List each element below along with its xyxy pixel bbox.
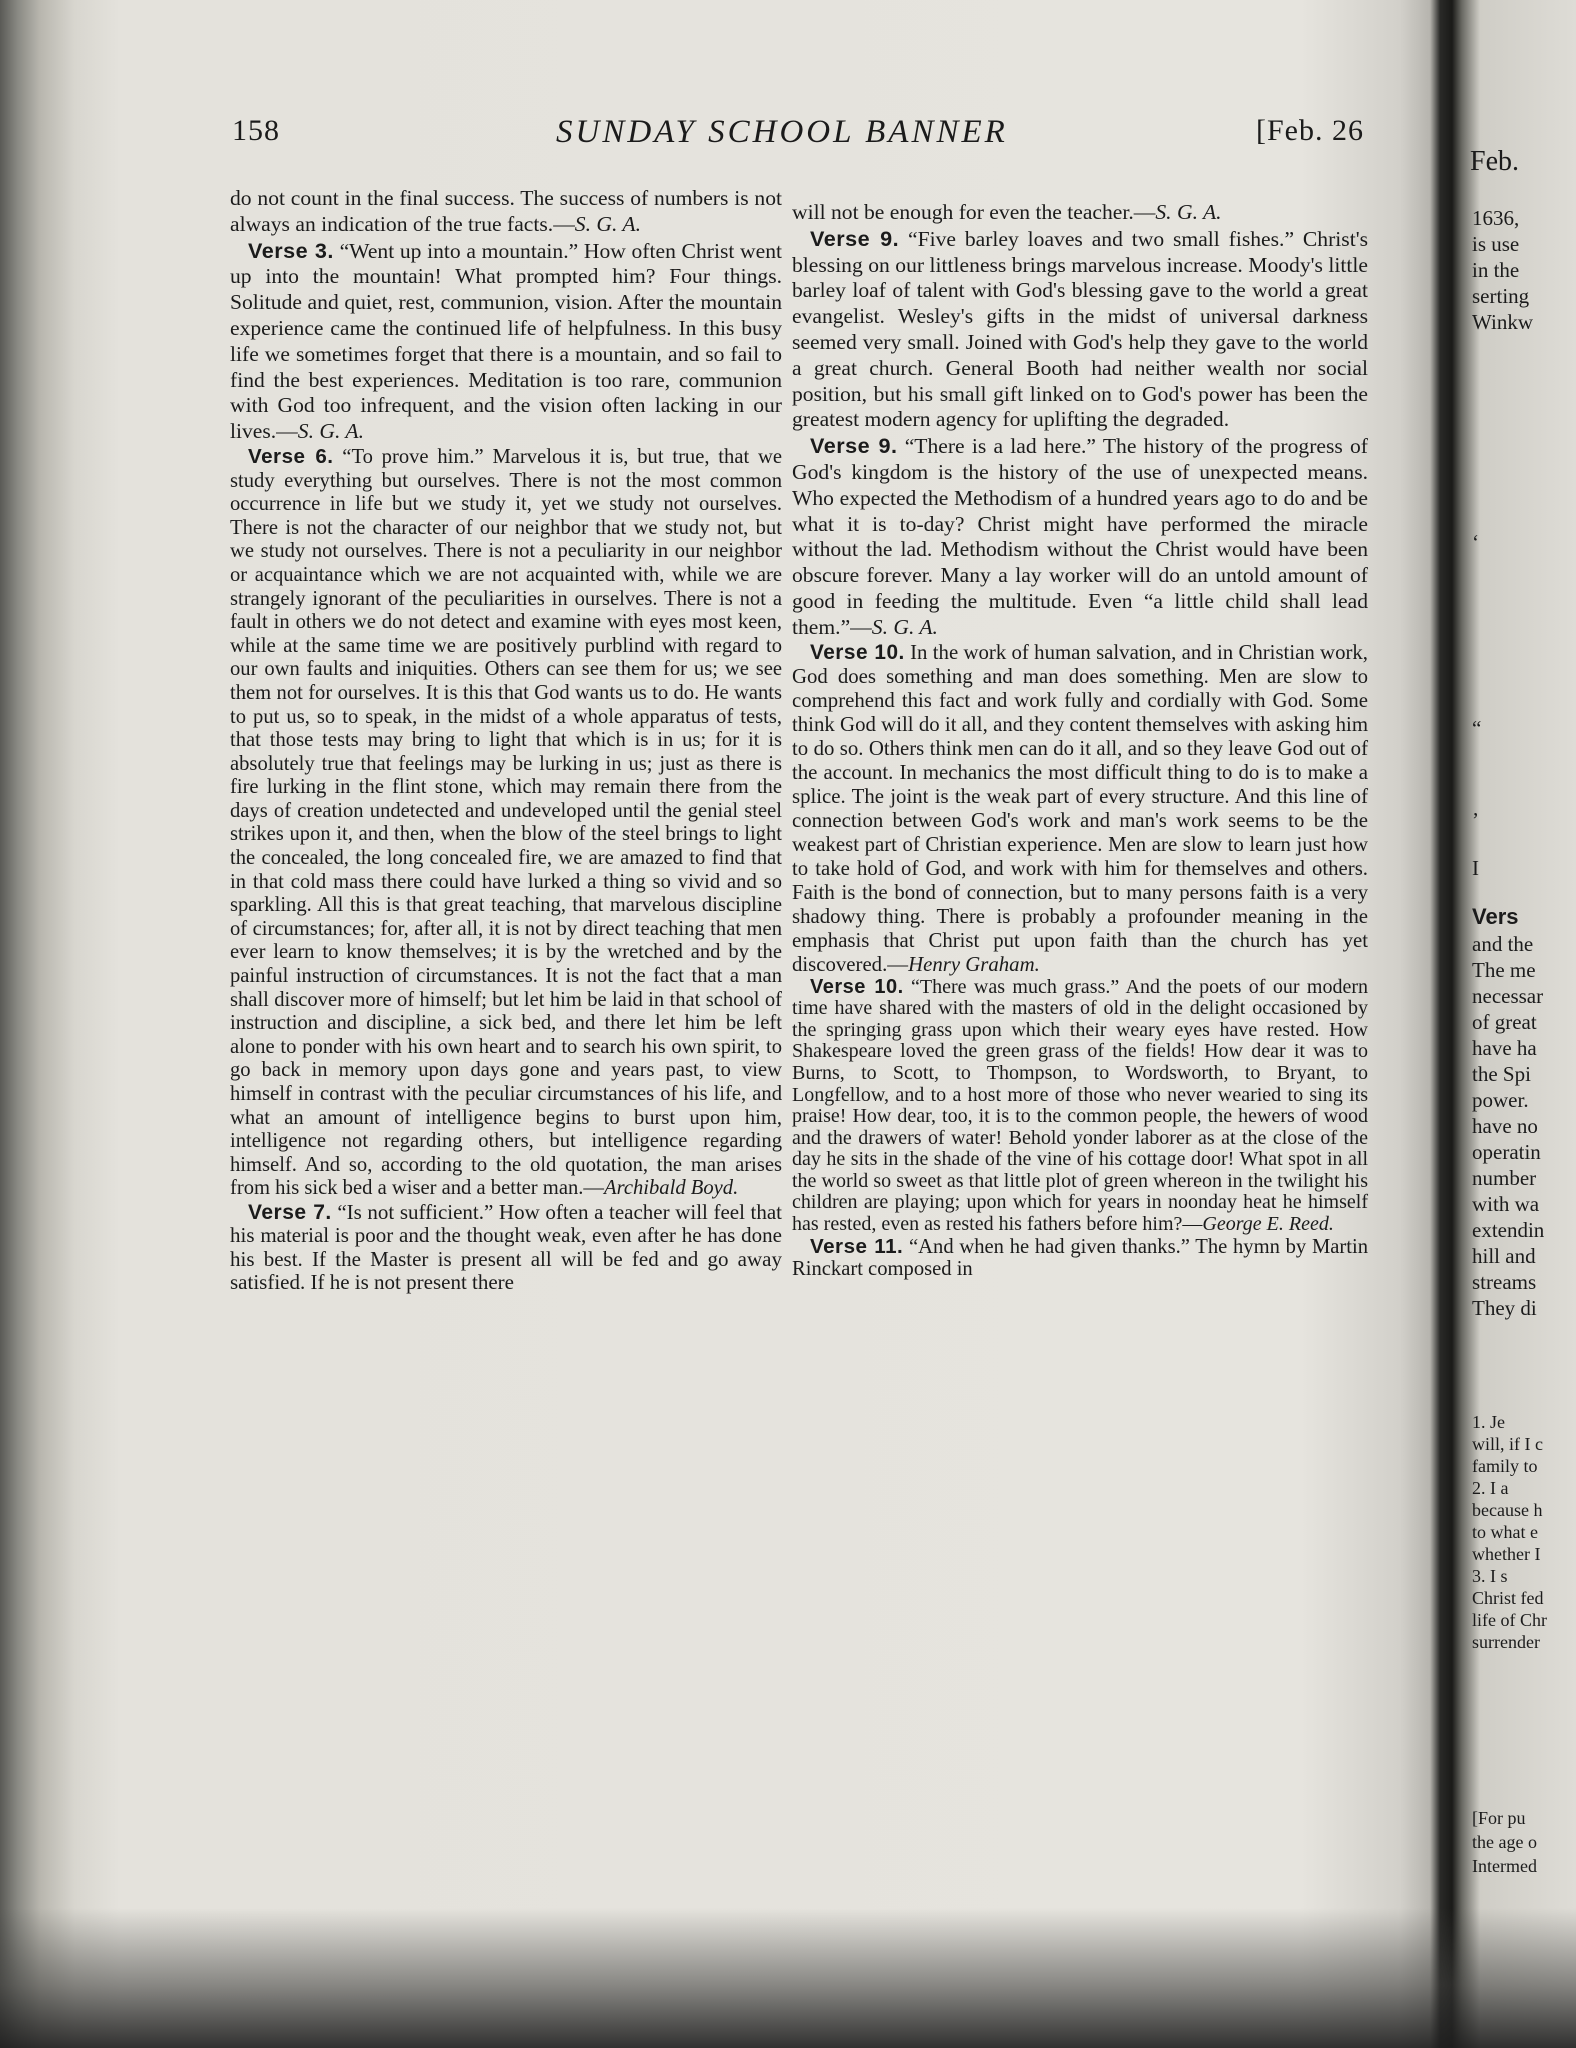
signature: Archibald Boyd.	[604, 1177, 739, 1200]
facing-page-line: have ha	[1472, 1036, 1537, 1060]
paragraph	[792, 200, 1368, 226]
facing-page-line: and the	[1472, 932, 1534, 956]
verse-label: Verse 10.	[810, 975, 904, 998]
paragraph-text: will not be enough for even the teacher.—	[792, 200, 1156, 224]
facing-page-line: is use	[1472, 232, 1520, 256]
facing-page-line: will, if I c	[1472, 1434, 1543, 1454]
facing-page-mark: ’	[1472, 808, 1479, 832]
facing-page-line: 1636,	[1472, 206, 1520, 230]
paragraph	[230, 238, 782, 445]
facing-page-line: with wa	[1472, 1192, 1540, 1216]
facing-page-line: power.	[1472, 1088, 1529, 1112]
paragraph-text: “To prove him.” Marvelous it is, but true, that we study everything but ourselves. There is not the most common occurrence in life but we study it, yet we study not ourselves. There is not the character of our neighbor that we study not, but we study not ourselves. There is not a peculiarity in our neighbor or acquaintance which we are not acquainted with, while we are strangely ignorant of the peculiarities in ourselves. There is not a fault in others we do not detect and examine with eyes most keen, while at the same time we are positively purblind with regard to our own faults and iniquities. Others can see them for us; we see them not for ourselves. It is this that God wants us to do. He wants to put us, so to speak, in the midst of a whole apparatus of tests, that those tests may bring to light that which is in us; for it is absolutely true that feelings may be lurking in us; just as there is fire lurking in the flint stone, which may remain there from the days of creation undetected and undeveloped until the genial steel strikes upon it, and then, when the blow of the steel brings to light the concealed, the long concealed fire, we are amazed to find that in that cold mass there could have lurked a thing so vivid and so sparkling. All this is that great teaching, that marvelous discipline of circumstances; for, after all, it is not by direct teaching that men ever learn to know themselves; it is by the wretched and by the painful instruction of circumstances. It is not the fact that a man shall discover more of himself; but let him be laid in that school of instruction and discipline, a sick bed, and there let him be left alone to ponder with his own heart and to search his own spirit, to go back in memory upon days gone and years past, to view himself in contrast with the peculiar circumstances of his life, and what an amount of intelligence begins to burst upon him, intelligence not regarding others, but intelligence regarding himself. And so, according to the old quotation, the man arises from his sick bed a wiser and a better man.—	[230, 445, 782, 1200]
facing-page-line: family to	[1472, 1456, 1538, 1476]
signature: S. G. A.	[574, 211, 641, 236]
facing-page-line: necessar	[1472, 984, 1544, 1008]
paragraph	[230, 186, 782, 238]
paragraph	[792, 1236, 1368, 1280]
facing-page-line: have no	[1472, 1114, 1538, 1138]
verse-label: Verse 9.	[810, 225, 900, 251]
facing-page-line: serting	[1472, 284, 1530, 308]
facing-page-line: life of Chr	[1472, 1610, 1547, 1630]
paragraph	[230, 1201, 782, 1295]
facing-page-line: number	[1472, 1166, 1537, 1190]
paragraph	[792, 641, 1368, 977]
verse-label: Verse 6.	[248, 444, 334, 468]
signature: S. G. A.	[871, 614, 938, 639]
verse-label: Verse 10.	[810, 640, 905, 664]
facing-page-mark: “	[1472, 716, 1482, 740]
running-title: SUNDAY SCHOOL BANNER	[556, 114, 1008, 150]
paragraph-text: “Five barley loaves and two small fishes.” Christ's blessing on our littleness brings marvelous increase. Moody's little barley loaf of talent with God's blessing gave to the world a great evangelist. Wesley's gifts in the midst of universal darkness seemed very small. Joined with God's help they gave to the world a great church. General Booth had neither wealth nor social position, but his small gift linked on to God's power has been the greatest modern agency for uplifting the degraded.	[792, 226, 1368, 432]
signature: S. G. A.	[1155, 200, 1222, 224]
left-text-column	[230, 186, 782, 1295]
facing-page-line: hill and	[1472, 1244, 1536, 1268]
paragraph-text: “There was much grass.” And the poets of our modern time have shared with the masters of old in the delight occasioned by the springing grass upon which their weary eyes have rested. How Shakespeare loved the green grass of the fields! How dear it was to Burns, to Scott, to Thompson, to Wordsworth, to Bryant, to Longfellow, and to a host more of those who never wearied to sing its praise! How dear, too, it is to the common people, the hewers of wood and the drawers of water! Behold yonder laborer as at the close of the day he sits in the shade of the vine of his cottage door! What spot in all the world so sweet as that little plot of green whereon in the twilight his children are playing; upon which for years in noonday heat he himself has rested, even as rested his fathers before him?—	[792, 975, 1368, 1236]
facing-page-line: 3. I s	[1472, 1566, 1508, 1586]
facing-page-line: [For pu	[1472, 1808, 1526, 1828]
signature: S. G. A.	[297, 419, 364, 444]
middle-text-column	[792, 200, 1368, 1280]
paragraph-text: “Is not sufficient.” How often a teacher will feel that his material is poor and the thought weak, even after he has done his best. If the Master is present all will be fed and go away satisfied. If he is not present there	[230, 1199, 782, 1295]
paragraph-text: do not count in the final success. The success of numbers is not always an indication of the true facts.—	[230, 186, 782, 236]
page-number: 158	[232, 114, 280, 147]
facing-page-verse-label: Vers	[1472, 904, 1519, 929]
facing-page-line: 1. Je	[1472, 1412, 1505, 1432]
facing-page-line: extendin	[1472, 1218, 1545, 1242]
verse-label: Verse 9.	[810, 433, 898, 459]
running-date: [Feb. 26	[1256, 114, 1364, 147]
paragraph-text: “There is a lad here.” The history of the progress of God's kingdom is the history of the use of unexpected means. Who expected the Methodism of a hundred years ago to do and be what it is to-day? Christ might have performed the miracle without the lad. Methodism without the Christ would have been obscure forever. Many a lay worker will do an untold amount of good in feeding the multitude. Even “a little child shall lead them.”—	[792, 434, 1368, 639]
paragraph	[792, 226, 1368, 433]
facing-page-line: surrender	[1472, 1632, 1540, 1652]
facing-page-line: Christ fed	[1472, 1588, 1544, 1608]
signature: George E. Reed.	[1202, 1213, 1334, 1236]
facing-page-line: whether I	[1472, 1544, 1541, 1564]
facing-page-line: Intermed	[1472, 1856, 1537, 1876]
facing-page-line: 2. I a	[1472, 1478, 1509, 1498]
facing-page-mark: ‘	[1472, 530, 1479, 554]
paragraph-text: “And when he had given thanks.” The hymn by Martin Rinckart composed in	[792, 1235, 1369, 1280]
facing-page-line: the age o	[1472, 1832, 1537, 1852]
facing-page-head: Feb.	[1470, 146, 1519, 177]
paragraph	[792, 977, 1368, 1236]
facing-page-line: streams	[1472, 1270, 1537, 1294]
paragraph-text: “Went up into a mountain.” How often Christ went up into the mountain! What prompted him? Four things. Solitude and quiet, rest, communion, vision. After the mountain experience came the continued life of helpfulness. In this busy life we sometimes forget that there is a mountain, and so fail to find the best experiences. Meditation is too rare, communion with God too infrequent, and the vision often lacking in our lives.—	[230, 238, 782, 444]
verse-label: Verse 7.	[248, 1200, 332, 1224]
facing-page-line: Winkw	[1472, 310, 1533, 334]
paragraph-text: In the work of human salvation, and in Christian work, God does something and man does something. Men are slow to comprehend this fact and work fully and cordially with God. Some think God will do it all, and they content themselves with asking him to do so. Others think men can do it all, and so they leave God out of the account. In mechanics the most difficult thing to do is to make a splice. The joint is the weak part of every structure. And this line of connection between God's work and man's work seems to be the weakest part of Christian experience. Men are slow to learn just how to take hold of God, and work with him for themselves and others. Faith is the bond of connection, but to many persons faith is a very shadowy thing. There is probably a profounder meaning in the emphasis that Christ put upon faith than the church has yet discovered.—	[792, 640, 1368, 976]
facing-page-line: They di	[1472, 1296, 1537, 1320]
facing-page-line: The me	[1472, 958, 1536, 982]
facing-page-line: the Spi	[1472, 1062, 1531, 1086]
facing-page-edge	[1462, 0, 1576, 2048]
verse-label: Verse 3.	[248, 237, 334, 263]
paragraph	[792, 433, 1368, 640]
signature: Henry Graham.	[908, 952, 1040, 976]
facing-page-line: because h	[1472, 1500, 1543, 1520]
facing-page-line: of great	[1472, 1010, 1537, 1034]
facing-page-line: to what e	[1472, 1522, 1538, 1542]
verse-label: Verse 11.	[810, 1234, 904, 1258]
facing-page-mark: I	[1472, 856, 1479, 880]
paragraph	[230, 445, 782, 1201]
facing-page-line: operatin	[1472, 1140, 1541, 1164]
facing-page-line: in the	[1472, 258, 1520, 282]
